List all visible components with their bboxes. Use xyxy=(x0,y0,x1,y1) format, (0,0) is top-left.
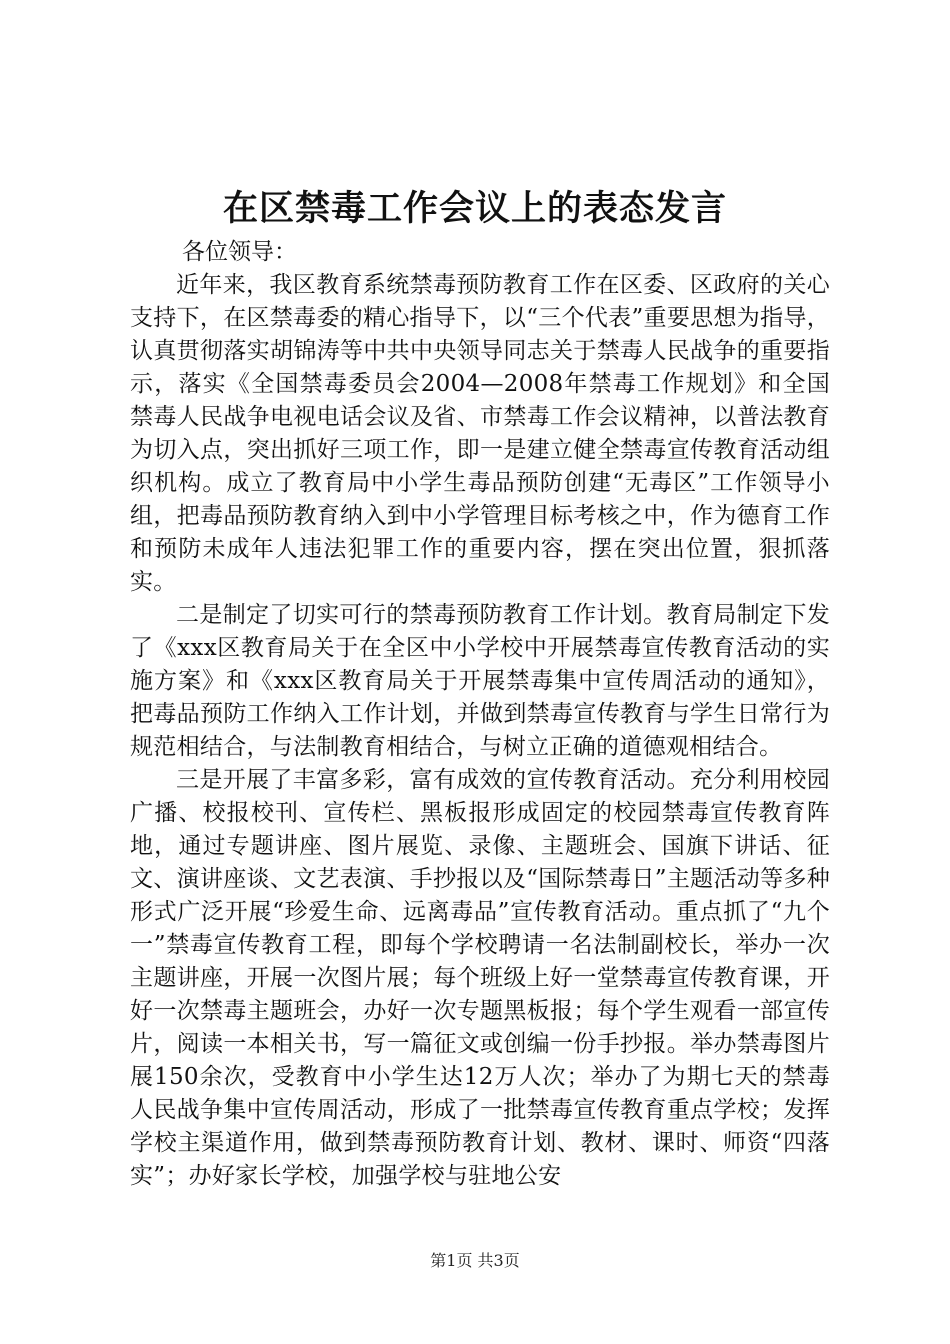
paragraph-1: 近年来，我区教育系统禁毒预防教育工作在区委、区政府的关心支持下，在区禁毒委的精心指导下，以“三个代表”重要思想为指导，认真贯彻落实胡锦涛等中共中央领导同志关于禁毒人民战争的重要指示，落实《全国禁毒委员会2004—2008年禁毒工作规划》和全国禁毒人民战争电视电话会议及省、市禁毒工作会议精神，以普法教育为切入点，突出抓好三项工作，即一是建立健全禁毒宣传教育活动组织机构。成立了教育局中小学生毒品预防创建“无毒区”工作领导小组，把毒品预防教育纳入到中小学管理目标考核之中，作为德育工作和预防未成年人违法犯罪工作的重要内容，摆在突出位置，狠抓落实。 xyxy=(130,272,830,595)
paragraph-2: 二是制定了切实可行的禁毒预防教育工作计划。教育局制定下发了《xxx区教育局关于在全区中小学校中开展禁毒宣传教育活动的实施方案》和《xxx区教育局关于开展禁毒集中宣传周活动的通知》，把毒品预防工作纳入工作计划，并做到禁毒宣传教育与学生日常行为规范相结合，与法制教育相结合，与树立正确的道德观相结合。 xyxy=(130,602,830,760)
salutation: 各位领导： xyxy=(182,239,297,265)
document-body xyxy=(130,269,830,1193)
page-footer: 第1页 共3页 xyxy=(430,1251,520,1270)
document-title: 在区禁毒工作会议上的表态发言 xyxy=(222,188,727,229)
paragraph-3: 三是开展了丰富多彩，富有成效的宣传教育活动。充分利用校园广播、校报校刊、宣传栏、黑板报形成固定的校园禁毒宣传教育阵地，通过专题讲座、图片展览、录像、主题班会、国旗下讲话、征文、演讲座谈、文艺表演、手抄报以及“国际禁毒日”主题活动等多种形式广泛开展“珍爱生命、远离毒品”宣传教育活动。重点抓了“九个一”禁毒宣传教育工程，即每个学校聘请一名法制副校长，举办一次主题讲座，开展一次图片展；每个班级上好一堂禁毒宣传教育课，开好一次禁毒主题班会，办好一次专题黑板报；每个学生观看一部宣传片，阅读一本相关书，写一篇征文或创编一份手抄报。举办禁毒图片展150余次，受教育中小学生达12万人次；举办了为期七天的禁毒人民战争集中宣传周活动，形成了一批禁毒宣传教育重点学校；发挥学校主渠道作用，做到禁毒预防教育计划、教材、课时、师资“四落实”；办好家长学校，加强学校与驻地公安 xyxy=(130,767,830,1189)
